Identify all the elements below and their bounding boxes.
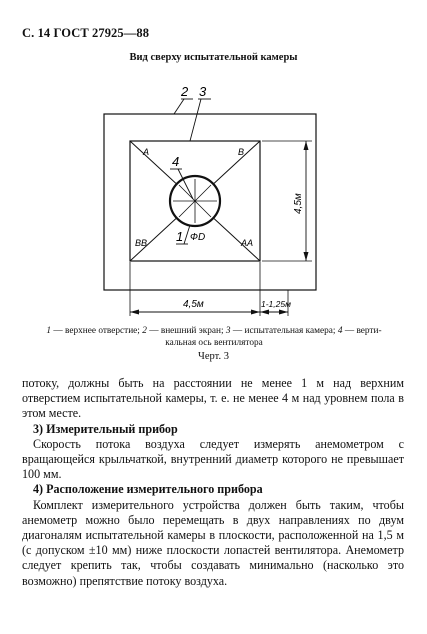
dim-arrow-left [130, 310, 139, 315]
corner-bb: ВВ [135, 238, 148, 248]
label-diameter: ФD [190, 232, 206, 243]
dim-arrow-mid-left [251, 310, 260, 315]
caption-num-3: 3 [225, 326, 231, 336]
paragraph-instrument-location: Комплект измерительного устройства должен быть таким, чтобы анемометр можно было перемещать в двух направлениях по двум диагоналям испытательной камеры в плоскости, расположенной на 1,5 м (с допуском ±10 мм) ниже плоскости лопастей вентилятора. Анемометр следует крепить так, чтобы создавать минимально (насколько это возможно) препятствие потоку воздуха. [22, 497, 404, 588]
dim-arrow-down [304, 252, 309, 261]
dim-arrow-mid-right [260, 310, 269, 315]
caption-text-1: — верхнее отверстие; [51, 326, 143, 336]
caption-num-1: 1 [46, 326, 52, 336]
corner-b: В [238, 147, 245, 157]
dim-gap: 1-1,25м [261, 299, 291, 309]
caption-num-2: 2 [142, 326, 147, 336]
caption-num-4: 4 [337, 326, 343, 336]
subheading-instrument-location: 4) Расположение измерительного прибора [33, 482, 263, 497]
label-2: 2 [181, 84, 189, 99]
paragraph-continuation: потоку, должны быть на расстоянии не менее 1 м над верхним отверстием испытательной камеры, т. е. не менее 4 м над уровнем пола в этом месте. [22, 376, 404, 421]
body-text [22, 376, 404, 589]
figure-number: Черт. 3 [198, 351, 229, 362]
label-4: 4 [172, 154, 180, 169]
leader-3 [190, 99, 201, 141]
label-3: 3 [199, 84, 207, 99]
paragraph-instrument: Скорость потока воздуха следует измерять анемометром с вращающейся крыльчаткой, внутренний диаметр которого не превышает 100 мм. [22, 436, 404, 482]
dim-width: 4,5м [183, 299, 204, 310]
dim-arrow-up [304, 141, 309, 150]
corner-a: А [143, 147, 150, 157]
dim-height: 4,5м [293, 193, 304, 214]
page-header: С. 14 ГОСТ 27925—88 [22, 26, 150, 40]
leader-2 [174, 99, 184, 114]
label-1: 1 [176, 229, 184, 244]
figure-caption [28, 325, 400, 349]
caption-text-2: — внешний экран; [146, 326, 226, 336]
caption-text-3: — испытательная камера; [230, 326, 338, 336]
dim-arrow-right [279, 310, 288, 315]
subheading-instrument: 3) Измерительный прибор [33, 421, 178, 436]
figure-title: Вид сверху испытательной камеры [129, 52, 298, 63]
corner-aa: АА [241, 238, 254, 248]
caption-text-4: — верти- [342, 326, 382, 336]
caption-line-2: кальная ось вентилятора [165, 338, 263, 348]
